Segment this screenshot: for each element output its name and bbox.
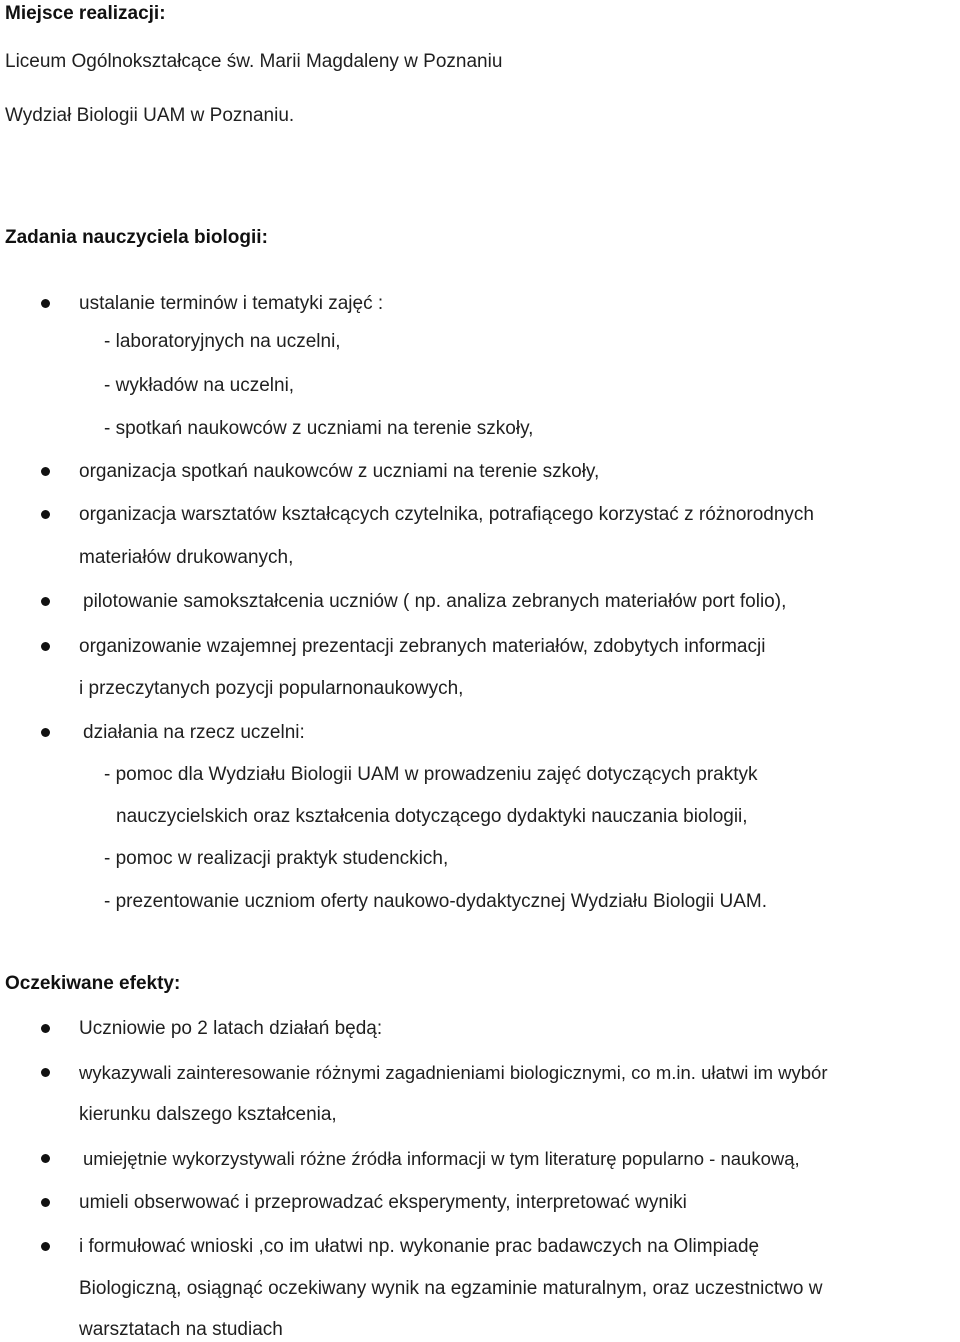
bullet-icon xyxy=(41,1198,50,1207)
bullet-icon xyxy=(41,642,50,651)
list-item: wykazywali zainteresowanie różnymi zagadnieniami biologicznymi, co m.in. ułatwi im wybór xyxy=(79,1062,828,1083)
list-item: Uczniowie po 2 latach działań będą: xyxy=(79,1018,383,1039)
list-item-continuation: i przeczytanych pozycji popularnonaukowych, xyxy=(79,678,464,699)
section-heading-location: Miejsce realizacji: xyxy=(5,3,166,24)
location-line: Wydział Biologii UAM w Poznaniu. xyxy=(5,105,295,126)
list-item: organizacja warsztatów kształcących czytelnika, potrafiącego korzystać z różnorodnych xyxy=(79,504,814,525)
bullet-icon xyxy=(41,597,50,606)
list-item-continuation: materiałów drukowanych, xyxy=(79,547,294,568)
list-item-continuation: Biologiczną, osiągnąć oczekiwany wynik na egzaminie maturalnym, oraz uczestnictwo w xyxy=(79,1278,823,1299)
bullet-icon xyxy=(41,1242,50,1251)
sub-list-item: - pomoc w realizacji praktyk studenckich, xyxy=(104,848,449,869)
bullet-icon xyxy=(41,1024,50,1033)
list-item: działania na rzecz uczelni: xyxy=(83,722,305,743)
sub-list-item: nauczycielskich oraz kształcenia dotyczącego dydaktyki nauczania biologii, xyxy=(116,806,748,827)
sub-list-item: - spotkań naukowców z uczniami na terenie szkoły, xyxy=(104,418,534,439)
list-item: umieli obserwować i przeprowadzać eksperymenty, interpretować wyniki xyxy=(79,1192,687,1213)
list-item: i formułować wnioski ,co im ułatwi np. wykonanie prac badawczych na Olimpiadę xyxy=(79,1236,760,1257)
list-item-continuation: kierunku dalszego kształcenia, xyxy=(79,1104,337,1125)
list-item-continuation: warsztatach na studiach xyxy=(79,1319,283,1340)
sub-list-item: - prezentowanie uczniom oferty naukowo-dydaktycznej Wydziału Biologii UAM. xyxy=(104,891,768,912)
sub-list-item: - wykładów na uczelni, xyxy=(104,375,295,396)
location-line: Liceum Ogólnokształcące św. Marii Magdaleny w Poznaniu xyxy=(5,51,503,72)
bullet-icon xyxy=(41,728,50,737)
sub-list-item: - laboratoryjnych na uczelni, xyxy=(104,331,341,352)
bullet-icon xyxy=(41,299,50,308)
bullet-icon xyxy=(41,510,50,519)
sub-list-item: - pomoc dla Wydziału Biologii UAM w prowadzeniu zajęć dotyczących praktyk xyxy=(104,764,758,785)
bullet-icon xyxy=(41,1154,50,1163)
bullet-icon xyxy=(41,467,50,476)
list-item: organizacja spotkań naukowców z uczniami na terenie szkoły, xyxy=(79,461,600,482)
list-item: pilotowanie samokształcenia uczniów ( np. analiza zebranych materiałów port folio), xyxy=(83,591,787,612)
list-item: ustalanie terminów i tematyki zajęć : xyxy=(79,293,384,314)
list-item: organizowanie wzajemnej prezentacji zebranych materiałów, zdobytych informacji xyxy=(79,636,766,657)
section-heading-tasks: Zadania nauczyciela biologii: xyxy=(5,227,268,248)
bullet-icon xyxy=(41,1068,50,1077)
list-item: umiejętnie wykorzystywali różne źródła informacji w tym literaturę popularno - naukową, xyxy=(83,1148,800,1169)
section-heading-outcomes: Oczekiwane efekty: xyxy=(5,973,181,994)
